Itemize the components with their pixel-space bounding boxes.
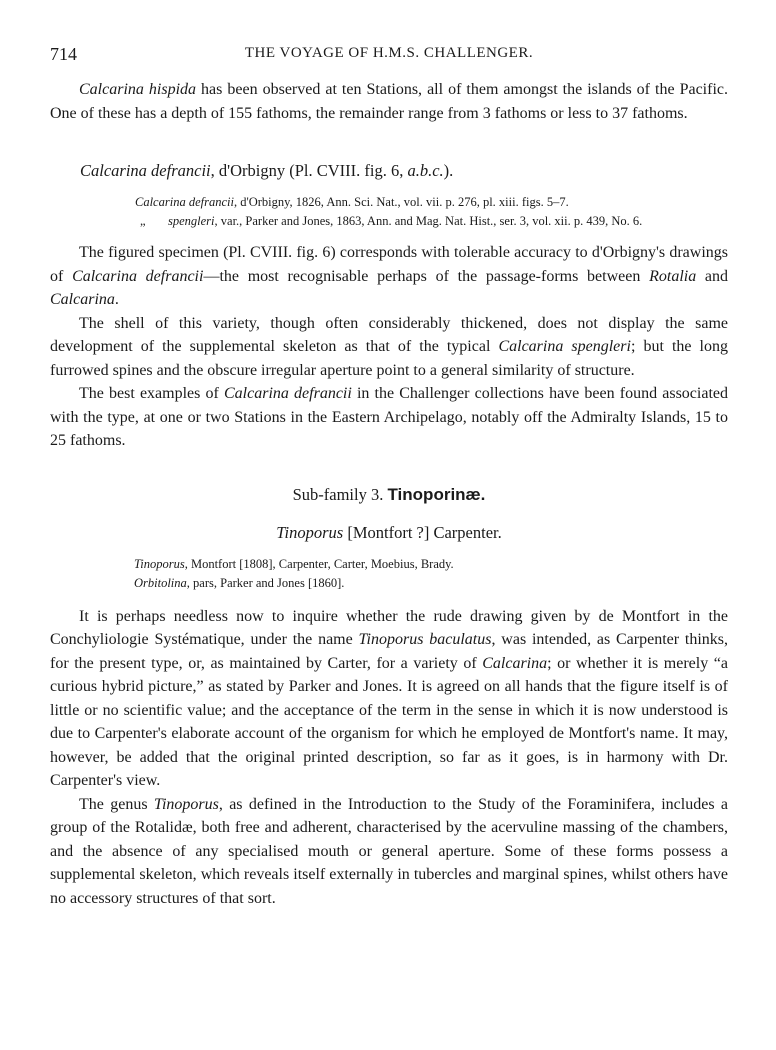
synonymy-defrancii (50, 193, 728, 231)
species-heading-defrancii: Calcarina defrancii, d'Orbigny (Pl. CVIII. fig. 6, a.b.c.). (80, 161, 454, 180)
running-title: THE VOYAGE OF H.M.S. CHALLENGER. (244, 45, 534, 61)
ditto-mark: „ (140, 214, 146, 228)
paragraph-shell: The shell of this variety, though often considerably thickened, does not display the same development of the supplemental skeleton as that of the typical Calcarina spengleri; but the long furrowed spines and the obscure irregular aperture point to a general similarity of structure. (50, 314, 729, 379)
synonymy-tinoporus (134, 555, 728, 593)
page-body (50, 78, 728, 910)
synonymy-line: Calcarina defrancii, d'Orbigny, 1826, Ann. Sci. Nat., vol. vii. p. 276, pl. xiii. figs. 5–7. (135, 195, 569, 209)
synonymy-line: „ spengleri, var., Parker and Jones, 1863, Ann. and Mag. Nat. Hist., ser. 3, vol. xii. p. 439, No. 6. (50, 212, 728, 231)
taxon-name: Calcarina defrancii (80, 161, 211, 180)
subfamily-heading: Sub-family 3. Tinoporinæ. (292, 484, 486, 504)
paragraph-best-examples: The best examples of Calcarina defrancii in the Challenger collections have been found associated with the type, at one or two Stations in the Eastern Archipelago, notably off the Admiralty Islands, 15 to 25 fathoms. (50, 385, 728, 449)
taxon-name: Calcarina hispida (79, 81, 197, 98)
genus-heading: Tinoporus [Montfort ?] Carpenter. (276, 522, 502, 542)
synonymy-line: Tinoporus, Montfort [1808], Carpenter, Carter, Moebius, Brady. (134, 556, 454, 571)
paragraph-figured-specimen: The figured specimen (Pl. CVIII. fig. 6) corresponds with tolerable accuracy to d'Orbigny's drawings of Calcarina defrancii—the most recognisable perhaps of the passage-forms between Rotalia and Calcarina. (50, 244, 729, 308)
page-header (50, 44, 728, 66)
taxon-name: Tinoporus (276, 522, 344, 542)
paragraph-hispida: Calcarina hispida has been observed at ten Stations, all of them amongst the islands of the Pacific. One of these has a depth of 155 fathoms, the remainder range from 3 fathoms or less to 37 fathoms. (50, 81, 729, 122)
paragraph-genus-definition: The genus Tinoporus, as defined in the Introduction to the Study of the Foraminifera, includes a group of the Rotalidæ, both free and adherent, characterised by the acervuline massing of the chambers, and the absence of any specialised mouth or general aperture. Some of these forms possess a supplemental skeleton, which reveals itself externally in tubercles and marginal spines, whilst others have no accessory structures of that sort. (50, 795, 729, 907)
synonymy-line: Orbitolina, pars, Parker and Jones [1860]. (134, 575, 345, 590)
subfamily-name: Tinoporinæ. (387, 484, 486, 504)
page-number: 714 (50, 44, 77, 64)
paragraph-needless: It is perhaps needless now to inquire whether the rude drawing given by de Montfort in the Conchyliologie Systématique, under the name Tinoporus baculatus, was intended, as Carpenter thinks, for the present type, or, as maintained by Carter, for a variety of Calcarina; or whether it is merely “a curious hybrid picture,” as stated by Parker and Jones. It is agreed on all hands that the figure itself is of little or no scientific value; and the acceptance of the term in the sense in which it is now understood is due to Carpenter's elaborate account of the organism for which he employed de Montfort's name. It may, however, be added that the original printed description, so far as it goes, is in harmony with Dr. Carpenter's view. (50, 607, 729, 789)
